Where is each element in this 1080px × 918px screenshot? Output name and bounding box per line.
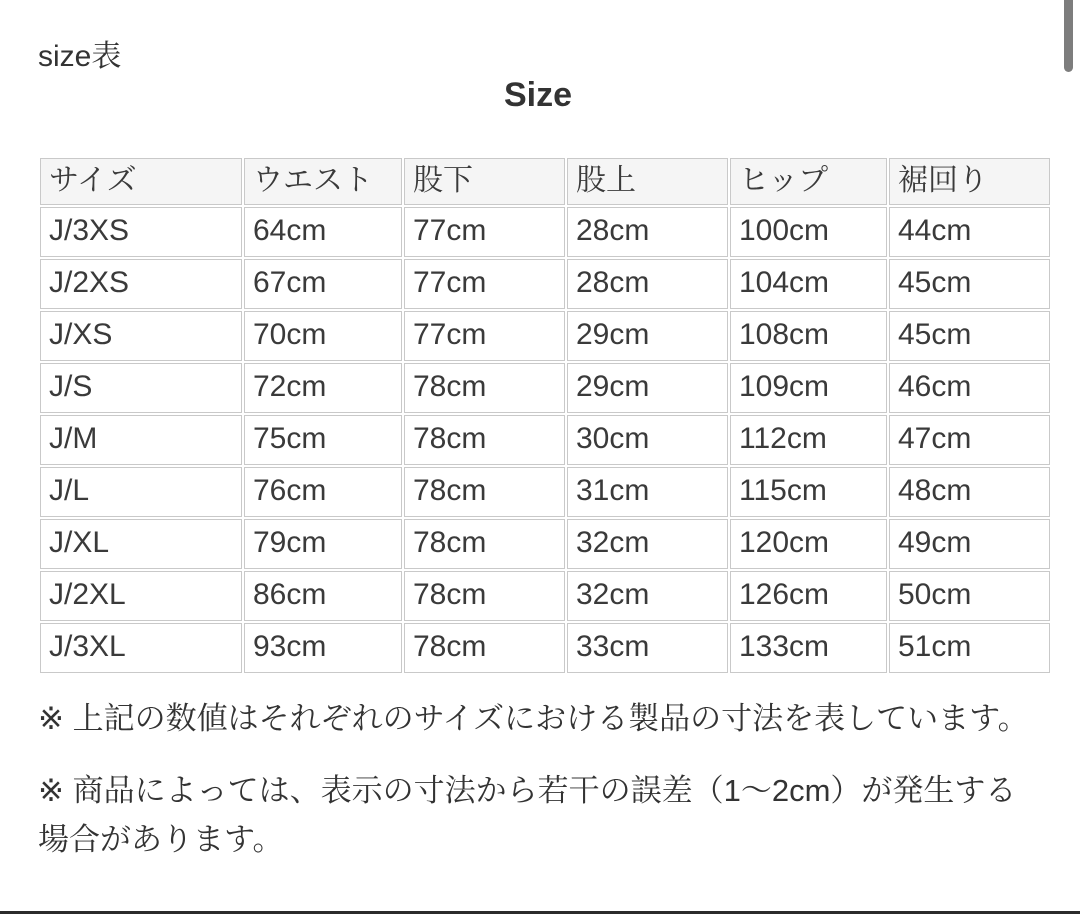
cell-hem: 45cm <box>889 259 1050 309</box>
cell-hem: 45cm <box>889 311 1050 361</box>
cell-inseam: 78cm <box>404 363 565 413</box>
table-row <box>40 415 1050 465</box>
cell-hem: 48cm <box>889 467 1050 517</box>
cell-rise: 32cm <box>567 571 728 621</box>
size-table-body <box>40 207 1050 673</box>
size-chart-table <box>38 156 1052 675</box>
bottom-divider <box>0 911 1080 914</box>
cell-hip: 120cm <box>730 519 887 569</box>
cell-rise: 32cm <box>567 519 728 569</box>
cell-waist: 70cm <box>244 311 402 361</box>
size-table-header <box>40 158 1050 205</box>
cell-size: J/2XS <box>40 259 242 309</box>
cell-hip: 100cm <box>730 207 887 257</box>
cell-waist: 75cm <box>244 415 402 465</box>
cell-size: J/2XL <box>40 571 242 621</box>
cell-hem: 46cm <box>889 363 1050 413</box>
cell-rise: 29cm <box>567 363 728 413</box>
table-row <box>40 467 1050 517</box>
cell-hip: 104cm <box>730 259 887 309</box>
cell-inseam: 78cm <box>404 415 565 465</box>
cell-inseam: 77cm <box>404 259 565 309</box>
cell-size: J/M <box>40 415 242 465</box>
cell-hip: 133cm <box>730 623 887 673</box>
cell-hem: 51cm <box>889 623 1050 673</box>
note-product-dimensions: ※ 上記の数値はそれぞれのサイズにおける製品の寸法を表しています。 <box>38 701 1029 736</box>
cell-hip: 126cm <box>730 571 887 621</box>
cell-inseam: 78cm <box>404 623 565 673</box>
note-tolerance: ※ 商品によっては、表示の寸法から若干の誤差（1～2cm）が発生する場合があります。 <box>38 773 1017 857</box>
cell-inseam: 78cm <box>404 467 565 517</box>
col-header-inseam: 股下 <box>404 158 565 205</box>
page-title: Size <box>503 76 573 114</box>
cell-hem: 44cm <box>889 207 1050 257</box>
table-row <box>40 363 1050 413</box>
cell-hem: 49cm <box>889 519 1050 569</box>
cell-waist: 86cm <box>244 571 402 621</box>
cell-inseam: 78cm <box>404 519 565 569</box>
cell-waist: 72cm <box>244 363 402 413</box>
cell-size: J/S <box>40 363 242 413</box>
cell-inseam: 77cm <box>404 311 565 361</box>
col-header-waist: ウエスト <box>244 158 402 205</box>
table-row <box>40 519 1050 569</box>
table-row <box>40 207 1050 257</box>
cell-size: J/XL <box>40 519 242 569</box>
cell-rise: 31cm <box>567 467 728 517</box>
cell-waist: 67cm <box>244 259 402 309</box>
table-row <box>40 623 1050 673</box>
cell-hip: 112cm <box>730 415 887 465</box>
cell-rise: 30cm <box>567 415 728 465</box>
cell-size: J/3XL <box>40 623 242 673</box>
cell-hip: 108cm <box>730 311 887 361</box>
cell-size: J/L <box>40 467 242 517</box>
footnotes <box>38 694 1040 864</box>
col-header-hip: ヒップ <box>730 158 887 205</box>
cell-rise: 28cm <box>567 207 728 257</box>
cell-hem: 47cm <box>889 415 1050 465</box>
col-header-hem: 裾回り <box>889 158 1050 205</box>
scrollbar-thumb[interactable] <box>1064 0 1073 72</box>
cell-rise: 29cm <box>567 311 728 361</box>
cell-size: J/XS <box>40 311 242 361</box>
cell-waist: 64cm <box>244 207 402 257</box>
col-header-rise: 股上 <box>567 158 728 205</box>
size-table-label: size表 <box>38 40 122 73</box>
cell-waist: 76cm <box>244 467 402 517</box>
table-row <box>40 311 1050 361</box>
cell-hip: 109cm <box>730 363 887 413</box>
cell-hem: 50cm <box>889 571 1050 621</box>
cell-waist: 79cm <box>244 519 402 569</box>
col-header-size: サイズ <box>40 158 242 205</box>
cell-waist: 93cm <box>244 623 402 673</box>
cell-rise: 28cm <box>567 259 728 309</box>
cell-inseam: 78cm <box>404 571 565 621</box>
cell-inseam: 77cm <box>404 207 565 257</box>
cell-hip: 115cm <box>730 467 887 517</box>
table-row <box>40 571 1050 621</box>
table-row <box>40 259 1050 309</box>
cell-size: J/3XS <box>40 207 242 257</box>
header-row <box>40 158 1050 205</box>
cell-rise: 33cm <box>567 623 728 673</box>
